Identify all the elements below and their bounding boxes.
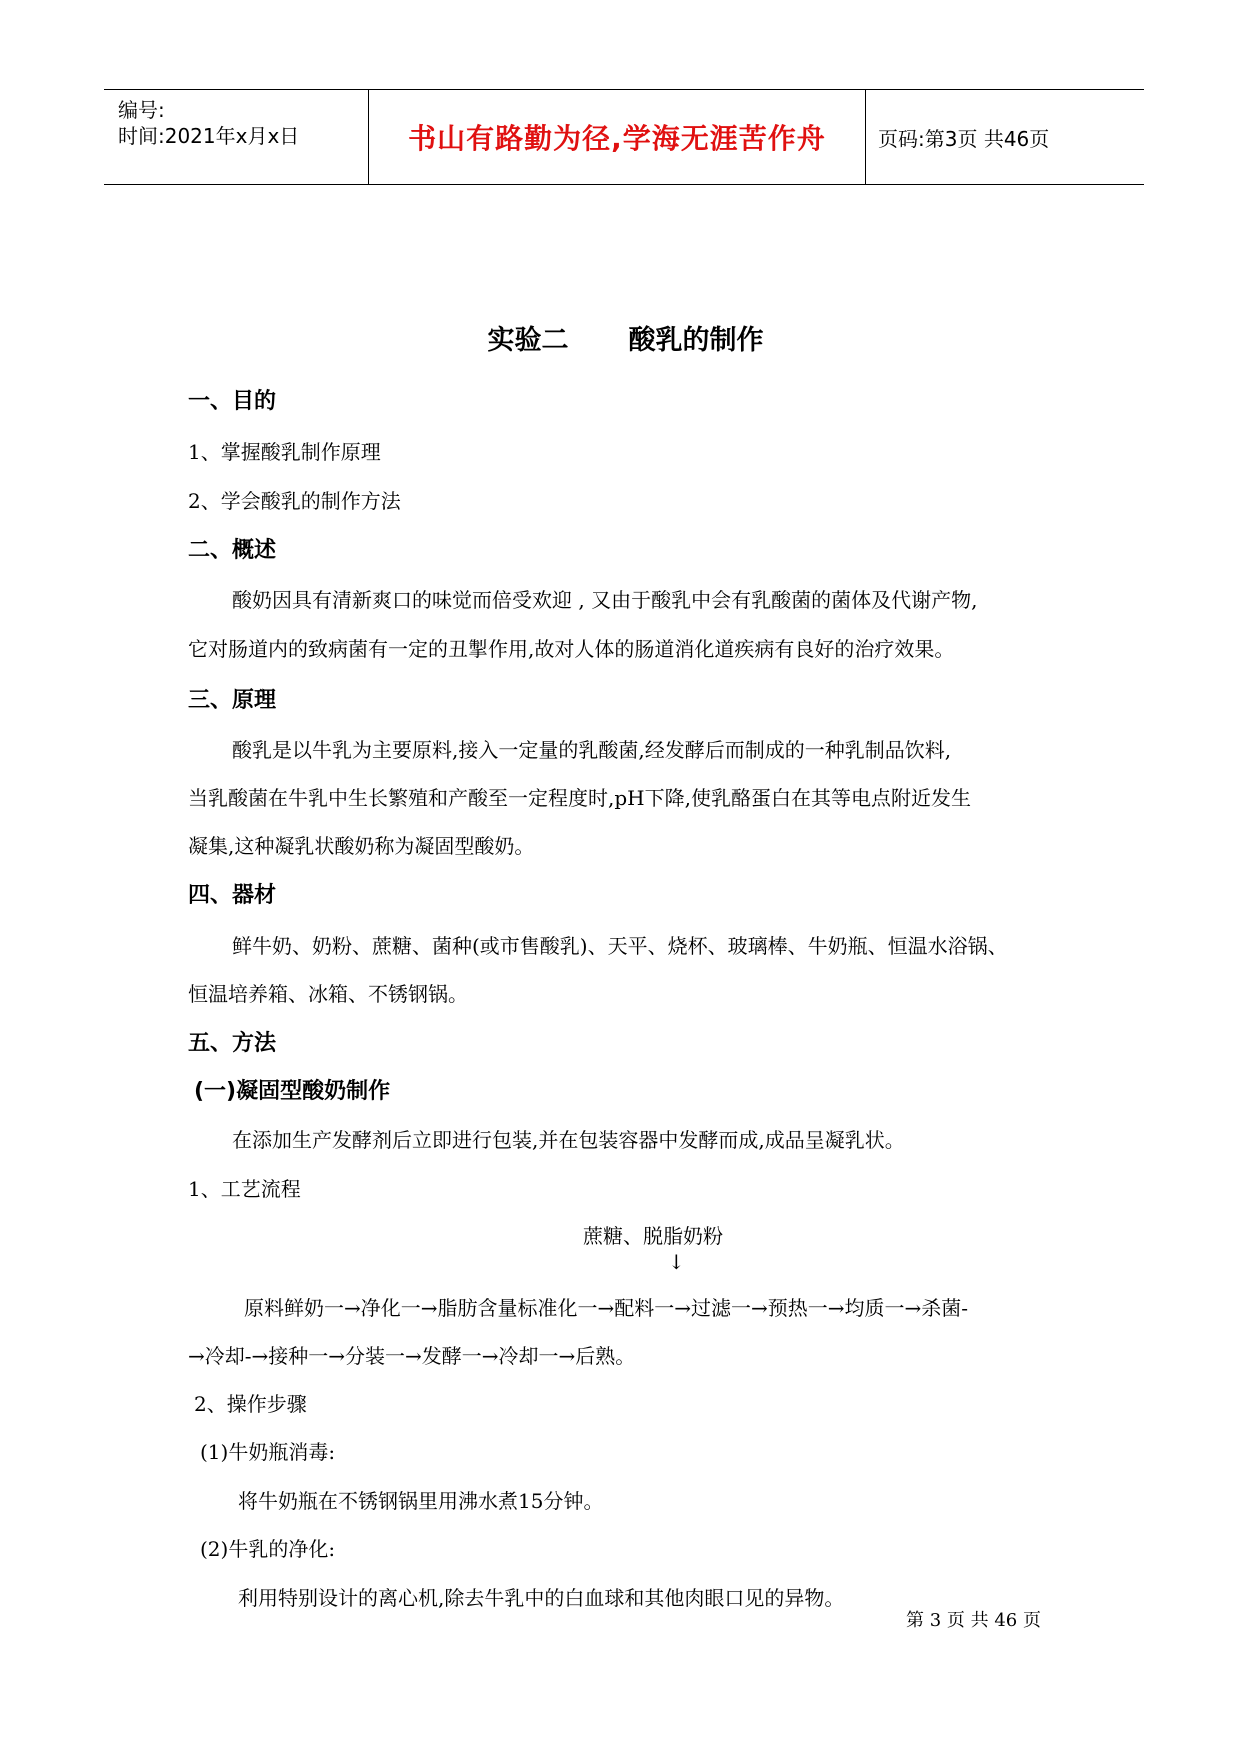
- overview-line-2: 它对肠道内的致病菌有一定的丑掣作用,故对人体的肠道消化道疾病有良好的治疗效果。: [188, 637, 955, 661]
- overview-line-1: 酸奶因具有清新爽口的味觉而倍受欢迎 , 又由于酸乳中会有乳酸菌的菌体及代谢产物,: [232, 588, 978, 612]
- title-part-1: 实验二: [487, 325, 569, 356]
- step-1-heading: (1)牛奶瓶消毒:: [200, 1440, 336, 1464]
- step-1-text: 将牛奶瓶在不锈钢锅里用沸水煮15分钟。: [238, 1489, 604, 1513]
- principle-line-3: 凝集,这种凝乳状酸奶称为凝固型酸奶。: [188, 834, 535, 858]
- section-heading-method: 五、方法: [188, 1031, 277, 1056]
- section-heading-overview: 二、概述: [188, 538, 277, 563]
- page-footer: 第 3 页 共 46 页: [906, 1610, 1041, 1631]
- header-page-cell: [866, 90, 1144, 184]
- process-flow-heading: 1、工艺流程: [188, 1177, 301, 1201]
- flow-line-1: 原料鲜奶一→净化一→脂肪含量标准化一→配料一→过滤一→预热一→均质一→杀菌-: [244, 1296, 969, 1320]
- down-arrow-icon: ↓: [668, 1250, 685, 1274]
- purpose-item-1: 1、掌握酸乳制作原理: [188, 440, 381, 464]
- purpose-item-2: 2、学会酸乳的制作方法: [188, 489, 401, 513]
- time-label: 时间:2021年x月x日: [118, 124, 300, 148]
- title-part-2: 酸乳的制作: [628, 325, 764, 356]
- header-motto-cell: [369, 90, 866, 184]
- operation-steps-heading: 2、操作步骤: [194, 1392, 307, 1416]
- step-2-text: 利用特别设计的离心机,除去牛乳中的白血球和其他肉眼口见的异物。: [238, 1586, 845, 1610]
- flow-additives: 蔗糖、脱脂奶粉: [583, 1224, 723, 1248]
- section-heading-purpose: 一、目的: [188, 389, 277, 414]
- motto: 书山有路勤为径,学海无涯苦作舟: [408, 122, 826, 155]
- page-header: [104, 89, 1144, 185]
- principle-line-1: 酸乳是以牛乳为主要原料,接入一定量的乳酸菌,经发酵后而制成的一种乳制品饮料,: [232, 738, 952, 762]
- step-2-heading: (2)牛乳的净化:: [200, 1537, 336, 1561]
- method-intro: 在添加生产发酵剂后立即进行包装,并在包装容器中发酵而成,成品呈凝乳状。: [232, 1128, 905, 1152]
- equipment-line-2: 恒温培养箱、冰箱、不锈钢锅。: [188, 982, 468, 1006]
- principle-line-2: 当乳酸菌在牛乳中生长繁殖和产酸至一定程度时,pH下降,使乳酪蛋白在其等电点附近发生: [188, 786, 971, 810]
- page-info: 页码:第3页 共46页: [878, 126, 1050, 151]
- flow-line-2: →冷却-→接种一→分装一→发酵一→冷却一→后熟。: [188, 1344, 636, 1368]
- equipment-line-1: 鲜牛奶、奶粉、蔗糖、菌种(或市售酸乳)、天平、烧杯、玻璃棒、牛奶瓶、恒温水浴锅、: [232, 934, 1008, 958]
- subsection-heading-set-yogurt: (一)凝固型酸奶制作: [194, 1079, 391, 1104]
- serial-label: 编号:: [118, 98, 165, 122]
- section-heading-equipment: 四、器材: [188, 883, 277, 908]
- document-title: [188, 318, 1063, 357]
- header-left-cell: [104, 90, 369, 184]
- section-heading-principle: 三、原理: [188, 688, 277, 713]
